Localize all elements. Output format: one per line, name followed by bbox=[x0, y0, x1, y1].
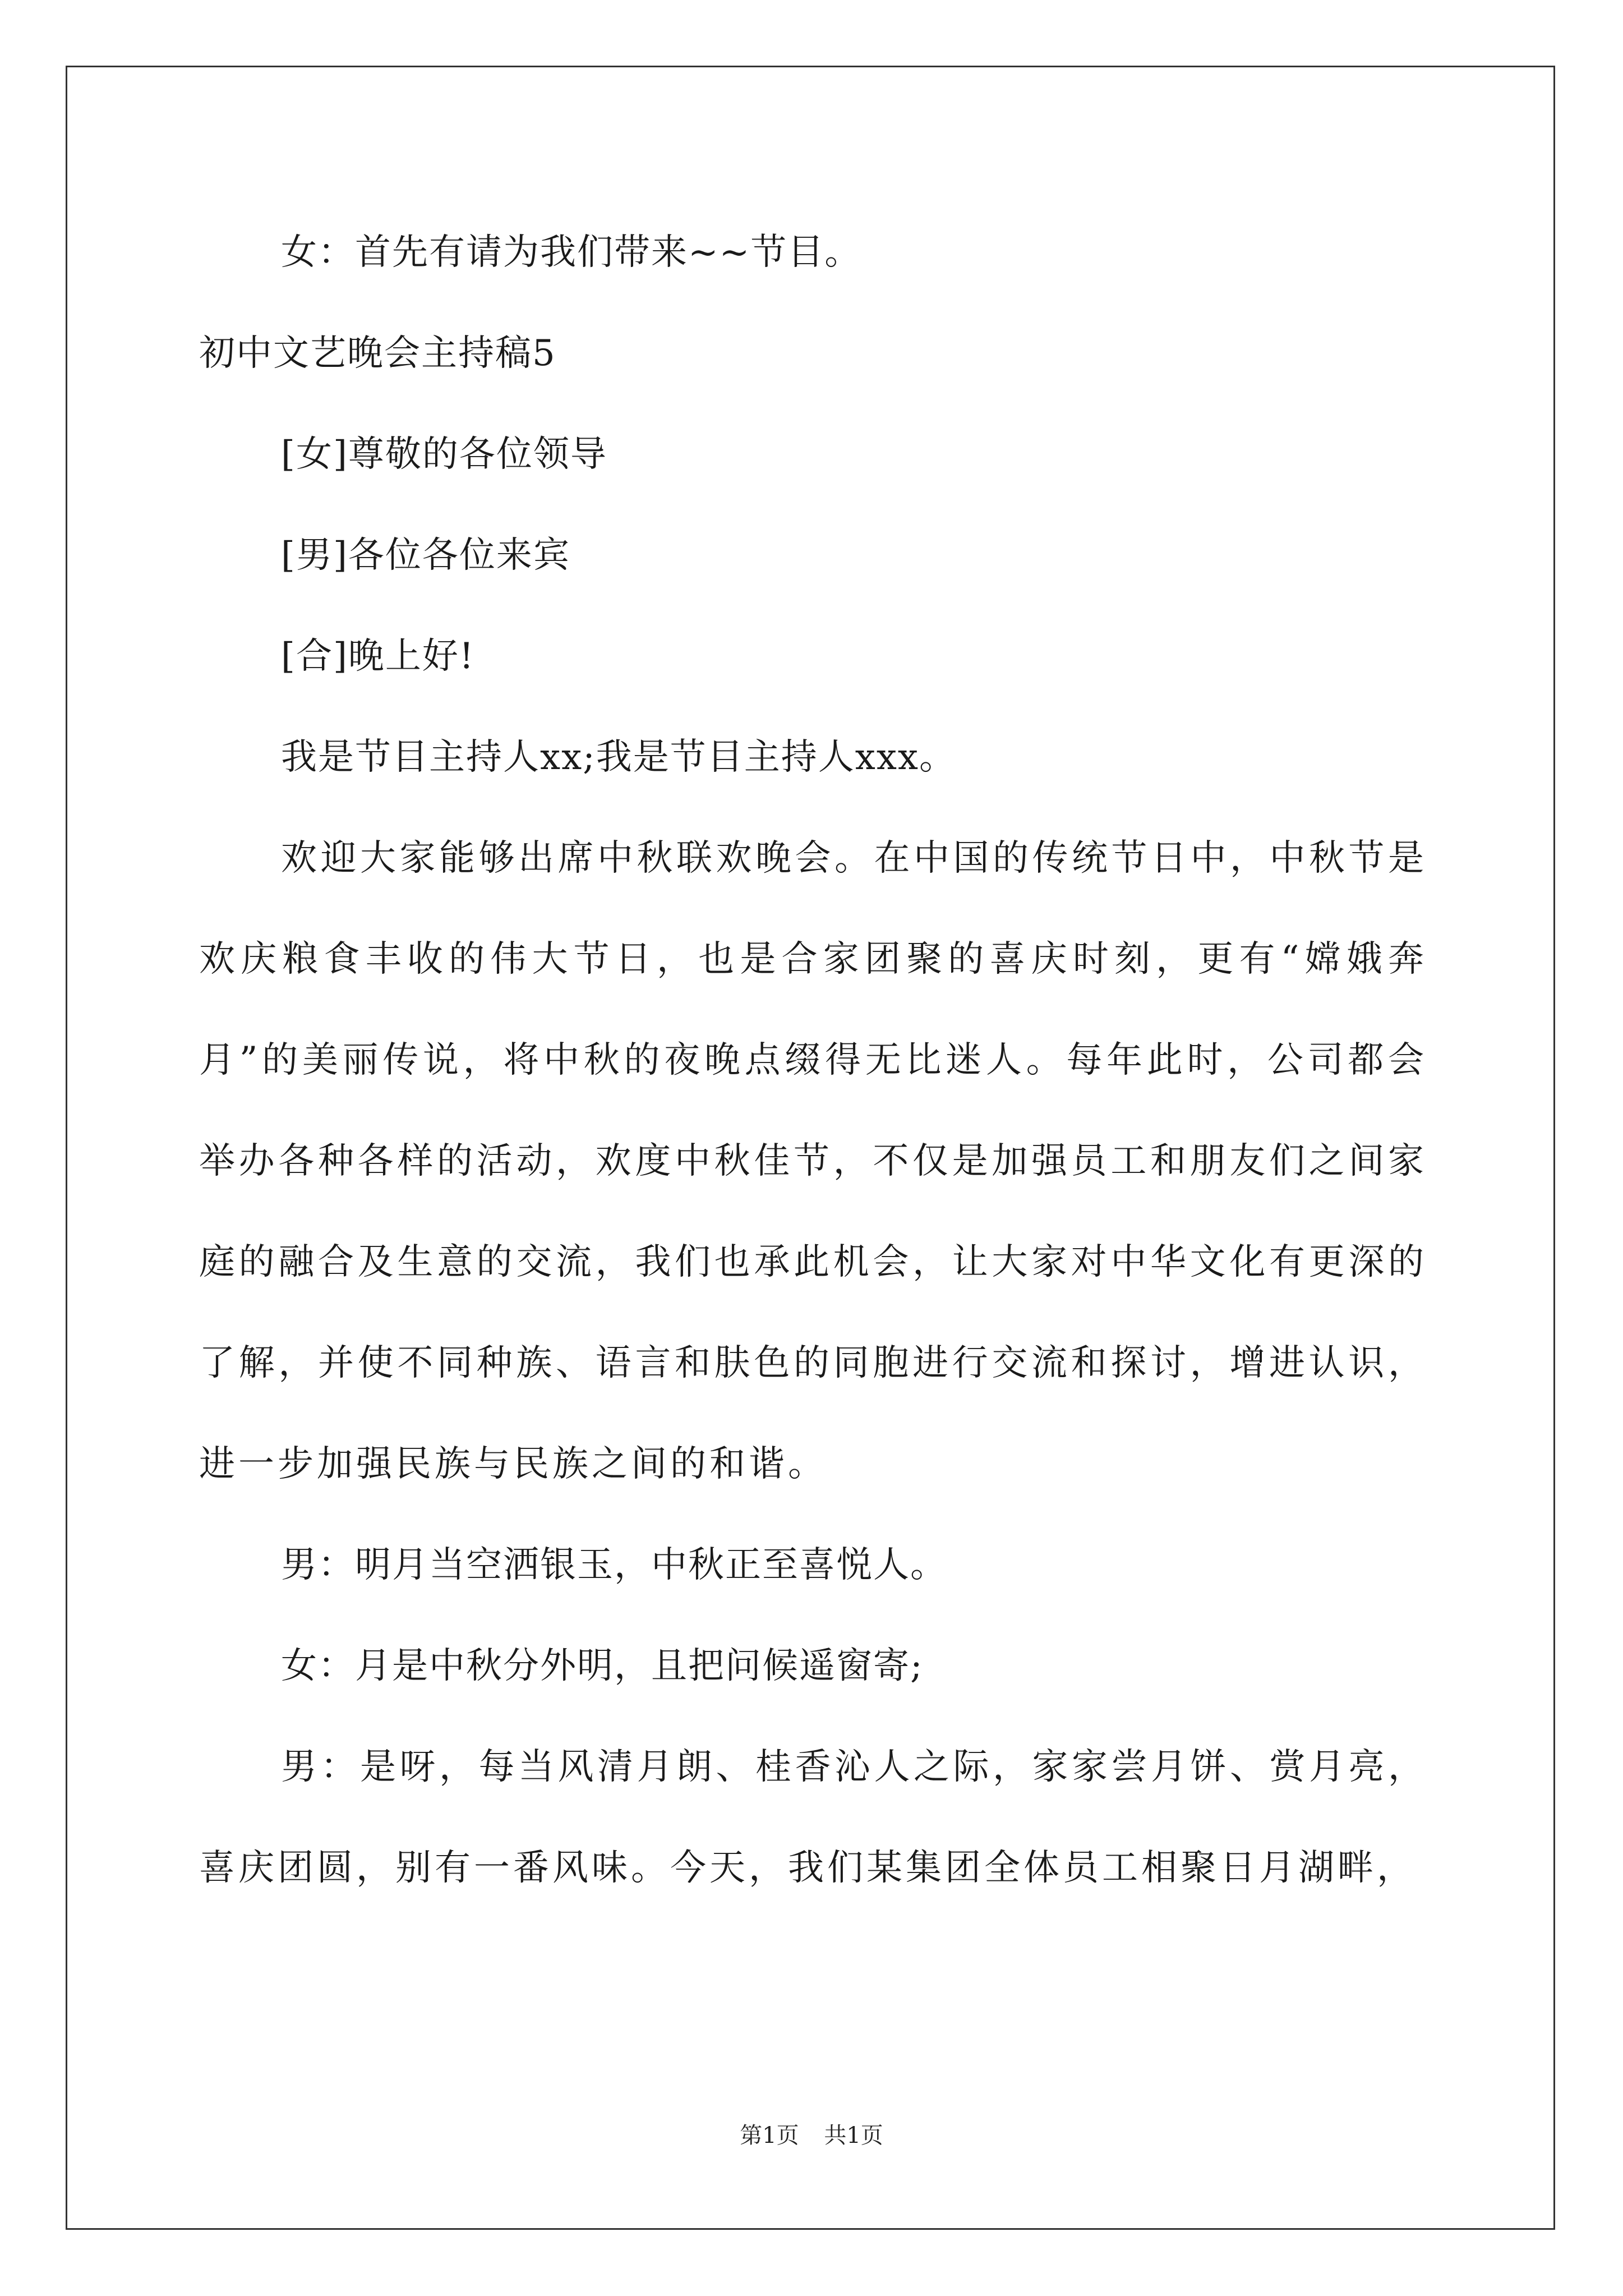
paragraph-joint-greeting: [合]晚上好! bbox=[281, 636, 475, 677]
paragraph-female-verse: 女：月是中秋分外明，且把问候遥窗寄; bbox=[281, 1645, 924, 1687]
page-number: 第1页 bbox=[740, 2123, 799, 2148]
paragraph-female-greeting: [女]尊敬的各位领导 bbox=[281, 434, 607, 475]
section-heading: 初中文艺晚会主持稿5 bbox=[199, 333, 556, 374]
paragraph-male-greeting: [男]各位各位来宾 bbox=[281, 535, 570, 576]
paragraph-welcome: 欢迎大家能够出席中秋联欢晚会。在中国的传统节日中，中秋节是欢庆粮食丰收的伟大节日，也是合家团聚的喜庆时刻，更有“嫦娥奔月”的美丽传说，将中秋的夜晚点缀得无比迷人。每年此时，公司都会举办各种各样的活动，欢度中秋佳节，不仅是加强员工和朋友们之间家庭的融合及生意的交流，我们也承此机会，让大家对中华文化有更深的了解，并使不同种族、语言和肤色的同胞进行交流和探讨，增进认识，进一步加强民族与民族之间的和谐。 bbox=[199, 838, 1427, 1485]
document-body bbox=[199, 202, 1427, 1918]
paragraph-male-speech: 男：是呀，每当风清月朗、桂香沁人之际，家家尝月饼、赏月亮，喜庆团圆，别有一番风味。今天，我们某集团全体员工相聚日月湖畔， bbox=[199, 1746, 1427, 1889]
page-total: 共1页 bbox=[824, 2123, 883, 2148]
paragraph-host-intro: 我是节目主持人xx;我是节目主持人xxx。 bbox=[281, 737, 957, 778]
paragraph-male-verse: 男：明月当空洒银玉，中秋正至喜悦人。 bbox=[281, 1544, 947, 1586]
paragraph-female-intro: 女：首先有请为我们带来~~节目。 bbox=[281, 232, 862, 273]
page-footer bbox=[0, 2118, 1623, 2150]
